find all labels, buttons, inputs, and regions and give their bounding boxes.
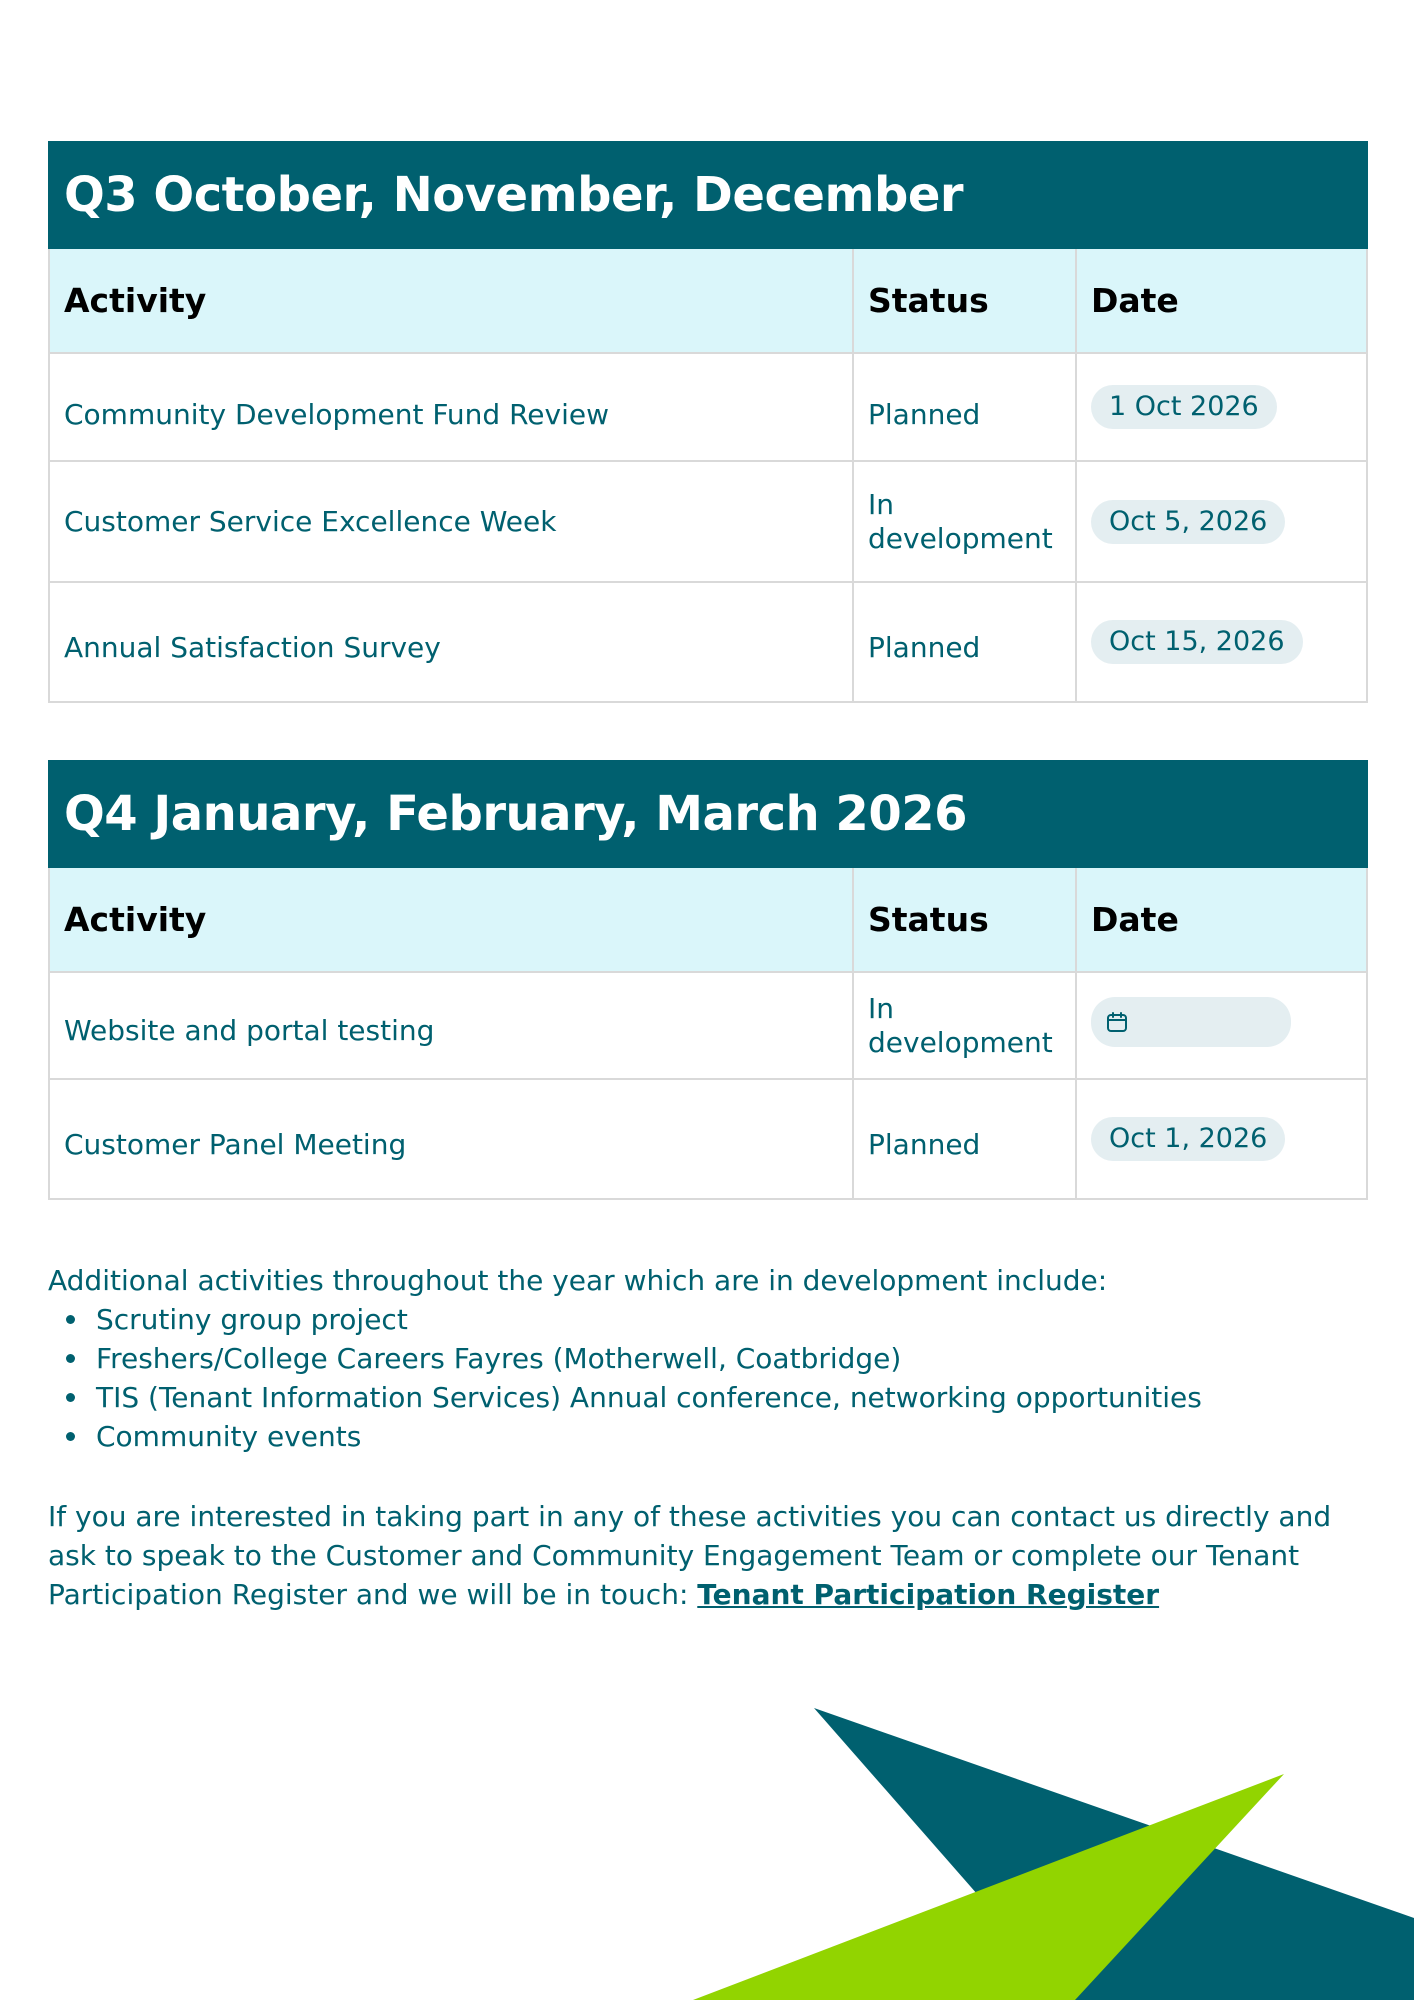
status-cell: In development [853, 972, 1076, 1079]
date-header: Date [1076, 248, 1367, 353]
list-item: Community events [96, 1417, 1202, 1456]
activity-cell: Community Development Fund Review [49, 353, 853, 461]
activity-cell: Customer Panel Meeting [49, 1079, 853, 1199]
date-chip[interactable]: Oct 15, 2026 [1091, 620, 1303, 664]
status-cell: In development [853, 461, 1076, 582]
date-header: Date [1076, 867, 1367, 972]
activity-cell: Website and portal testing [49, 972, 853, 1079]
list-item: TIS (Tenant Information Services) Annual conference, networking opportunities [96, 1378, 1202, 1417]
q3-title: Q3 October, November, December [64, 167, 964, 223]
q4-title: Q4 January, February, March 2026 [64, 786, 968, 842]
list-item: Freshers/College Careers Fayres (Motherwell, Coatbridge) [96, 1339, 1202, 1378]
date-chip[interactable]: Oct 1, 2026 [1091, 1117, 1285, 1161]
status-header: Status [853, 867, 1076, 972]
tenant-participation-register-link[interactable]: Tenant Participation Register [697, 1578, 1160, 1611]
date-chip[interactable]: Oct 5, 2026 [1091, 500, 1285, 544]
contact-text: If you are interested in taking part in any of these activities you can contact us directly and ask to speak to the Customer and Community Engagement Team or complete our Tenant Participation Register and we will be in touch: [48, 1500, 1332, 1611]
additional-intro: Additional activities throughout the year which are in development include: [48, 1264, 1108, 1297]
status-cell: Planned [853, 353, 1076, 461]
status-cell: Planned [853, 1079, 1076, 1199]
activity-header: Activity [49, 248, 853, 353]
status-cell: Planned [853, 582, 1076, 702]
activity-cell: Customer Service Excellence Week [49, 461, 853, 582]
status-header: Status [853, 248, 1076, 353]
list-item: Scrutiny group project [96, 1300, 1202, 1339]
date-chip[interactable]: 1 Oct 2026 [1091, 385, 1277, 429]
activity-cell: Annual Satisfaction Survey [49, 582, 853, 702]
activity-header: Activity [49, 867, 853, 972]
